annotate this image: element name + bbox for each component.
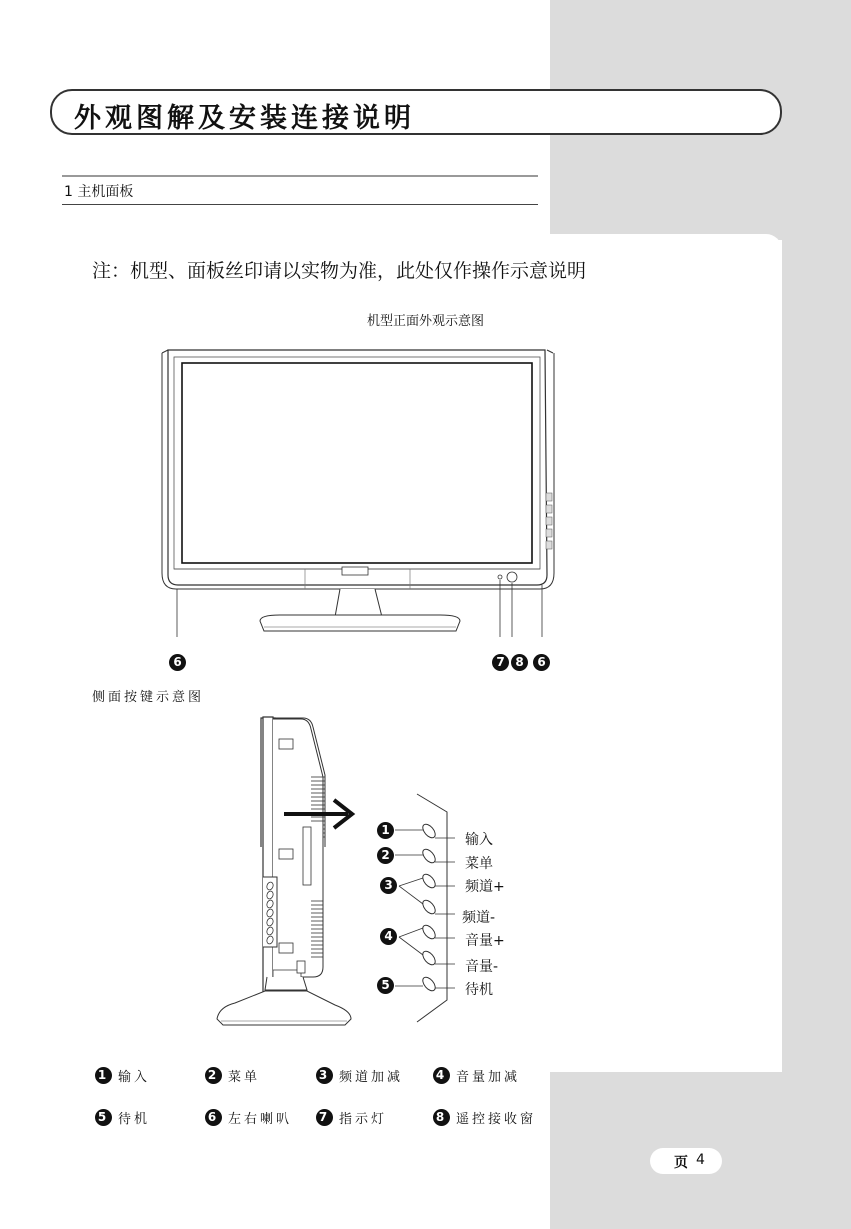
front-callout-ir-receiver: 8 (511, 654, 528, 671)
legend-number: 8 (433, 1109, 450, 1126)
legend-number: 7 (316, 1109, 333, 1126)
page-number: 4 (696, 1152, 705, 1168)
legend-label: 遥控接收窗 (456, 1112, 537, 1127)
legend-item-channel (316, 1066, 403, 1085)
side-callout-volume: 4 (380, 928, 397, 945)
arrow-icon (282, 796, 358, 832)
panel-label-volume-up: 音量+ (465, 933, 505, 949)
front-callout-speaker-left: 6 (169, 654, 186, 671)
tv-front-illustration (160, 345, 555, 637)
legend-number: 3 (316, 1067, 333, 1084)
page-number-tab (650, 1148, 722, 1174)
panel-label-channel-down: 频道- (462, 910, 496, 926)
side-callout-menu: 2 (377, 847, 394, 864)
legend-number: 2 (205, 1067, 222, 1084)
side-callout-channel: 3 (380, 877, 397, 894)
legend-label: 输入 (118, 1070, 151, 1085)
legend-item-indicator (316, 1108, 387, 1127)
front-view-caption: 机型正面外观示意图 (366, 314, 484, 329)
page-margin-right (782, 0, 851, 1229)
section-rule-bottom (62, 204, 538, 205)
side-callout-standby: 5 (377, 977, 394, 994)
panel-label-volume-down: 音量- (465, 959, 499, 975)
legend-number: 5 (95, 1109, 112, 1126)
front-callout-indicator: 7 (492, 654, 509, 671)
legend-number: 4 (433, 1067, 450, 1084)
legend-label: 音量加减 (456, 1070, 521, 1085)
note-text: 注：机型、面板丝印请以实物为准，此处仅作操作示意说明 (92, 260, 587, 282)
legend-number: 1 (95, 1067, 112, 1084)
tv-side-body (205, 715, 365, 1045)
panel-label-standby: 待机 (465, 982, 493, 998)
legend-item-input (95, 1066, 150, 1085)
page-label: 页 (674, 1155, 688, 1171)
side-callout-input: 1 (377, 822, 394, 839)
legend-label: 指示灯 (339, 1112, 388, 1127)
legend-item-ir-receiver (433, 1108, 536, 1127)
panel-label-channel-up: 频道+ (465, 879, 505, 895)
legend-label: 频道加减 (339, 1070, 404, 1085)
section-rule-top (62, 175, 538, 177)
legend-item-speakers (205, 1108, 292, 1127)
panel-label-menu: 菜单 (465, 856, 493, 872)
page-title: 外观图解及安装连接说明 (74, 103, 415, 134)
legend-label: 待机 (118, 1112, 151, 1127)
panel-label-input: 输入 (465, 832, 493, 848)
legend-number: 6 (205, 1109, 222, 1126)
legend-item-menu (205, 1066, 260, 1085)
legend-item-standby (95, 1108, 150, 1127)
section-title: 1 主机面板 (64, 184, 134, 200)
front-callout-speaker-right: 6 (533, 654, 550, 671)
legend-label: 左右喇叭 (228, 1112, 293, 1127)
legend-item-volume (433, 1066, 520, 1085)
side-view-caption: 侧面按键示意图 (92, 690, 205, 705)
legend-label: 菜单 (228, 1070, 261, 1085)
